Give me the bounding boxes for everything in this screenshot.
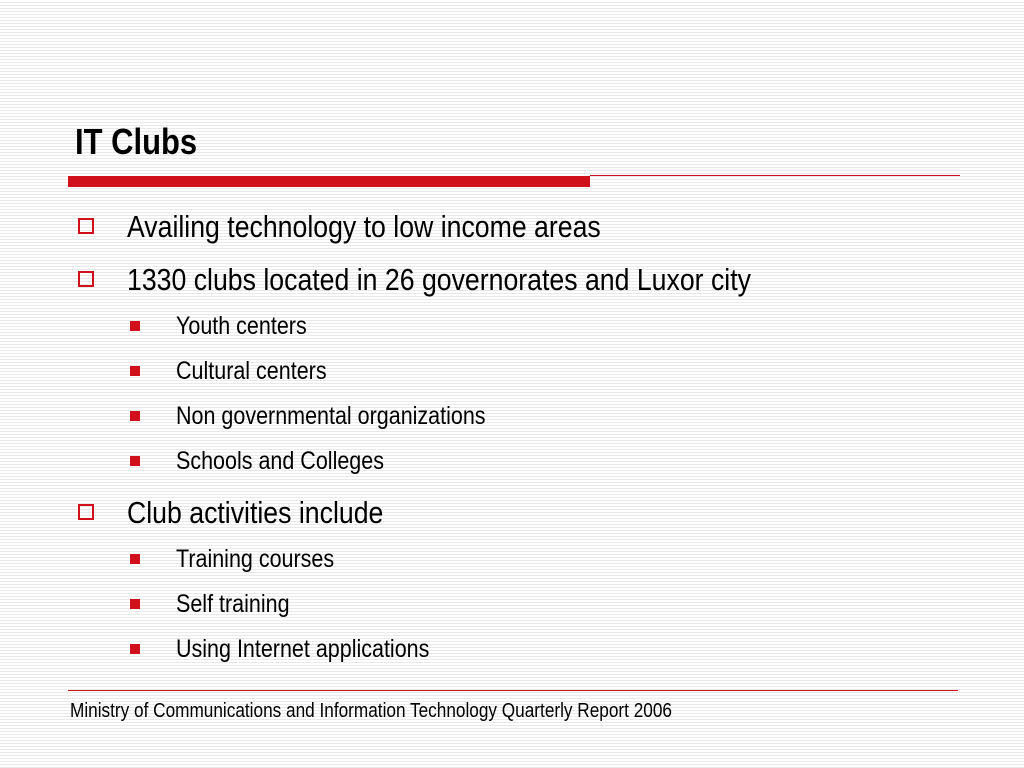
sub-bullet-item [130, 637, 471, 662]
filled-square-bullet-icon [130, 411, 140, 421]
footer-text: Ministry of Communications and Information Technology Quarterly Report 2006 [70, 700, 672, 722]
bullet-item [78, 264, 853, 295]
sub-bullet-text: Training courses [176, 545, 335, 573]
hollow-square-bullet-icon [78, 504, 94, 520]
sub-bullet-item [130, 449, 418, 474]
sub-bullet-item [130, 592, 308, 617]
bullet-text: 1330 clubs located in 26 governorates and Luxor city [127, 262, 751, 297]
footer-rule [68, 690, 958, 691]
bullet-text: Club activities include [127, 495, 384, 530]
hollow-square-bullet-icon [78, 271, 94, 287]
filled-square-bullet-icon [130, 644, 140, 654]
filled-square-bullet-icon [130, 456, 140, 466]
sub-bullet-item [130, 359, 351, 384]
sub-bullet-text: Youth centers [176, 312, 307, 340]
bullet-item [78, 211, 678, 242]
sub-bullet-item [130, 404, 536, 429]
filled-square-bullet-icon [130, 554, 140, 564]
sub-bullet-item [130, 547, 360, 572]
bullet-item [78, 497, 425, 528]
bullet-text: Availing technology to low income areas [127, 209, 601, 244]
filled-square-bullet-icon [130, 366, 140, 376]
slide-title: IT Clubs [75, 121, 198, 162]
title-rule-thick [68, 176, 590, 187]
sub-bullet-text: Self training [176, 590, 290, 618]
filled-square-bullet-icon [130, 599, 140, 609]
sub-bullet-item [130, 314, 328, 339]
sub-bullet-text: Non governmental organizations [176, 402, 486, 430]
sub-bullet-text: Using Internet applications [176, 635, 430, 663]
filled-square-bullet-icon [130, 321, 140, 331]
sub-bullet-text: Schools and Colleges [176, 447, 384, 475]
title-rule-thin [590, 175, 960, 176]
hollow-square-bullet-icon [78, 218, 94, 234]
sub-bullet-text: Cultural centers [176, 357, 327, 385]
